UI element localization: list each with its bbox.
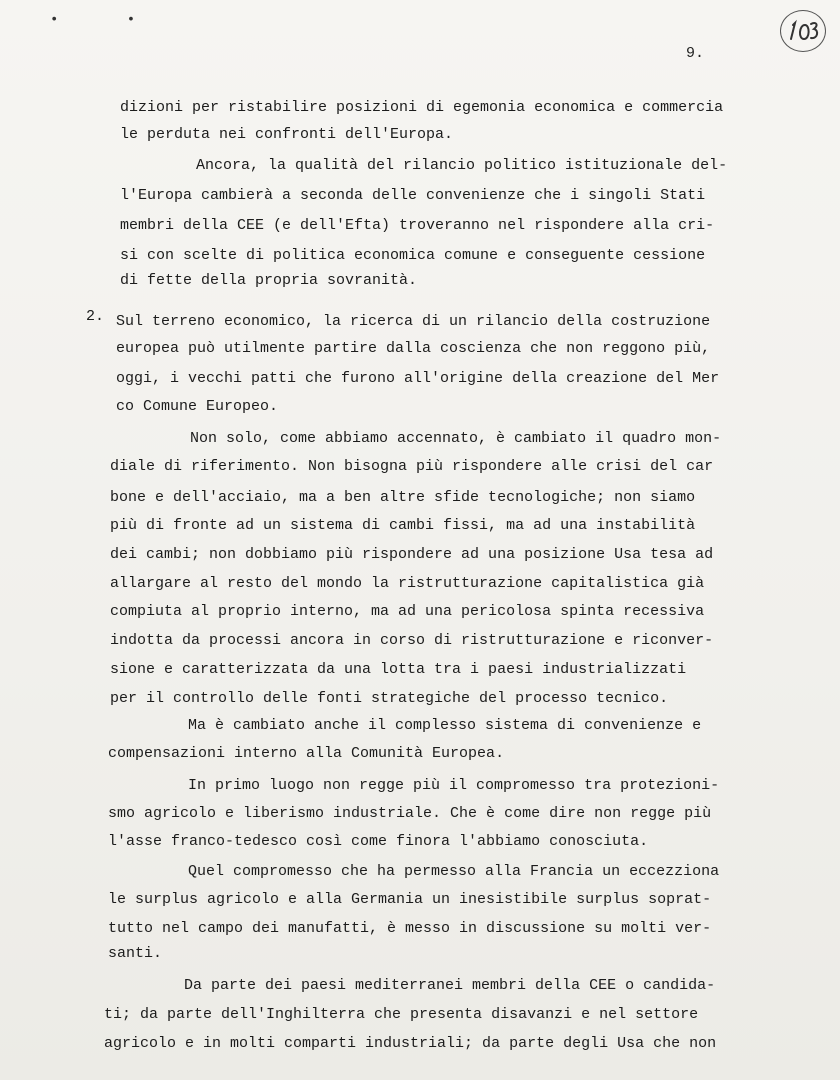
- text-line: Ancora, la qualità del rilancio politico istituzionale del-: [196, 157, 728, 174]
- text-line: co Comune Europeo.: [116, 398, 279, 415]
- text-line: le surplus agricolo e alla Germania un inesistibile surplus soprat-: [108, 891, 712, 908]
- text-line: Ma è cambiato anche il complesso sistema di convenienze e: [188, 717, 702, 734]
- archive-stamp: [780, 10, 826, 52]
- text-line: Quel compromesso che ha permesso alla Francia un eccezziona: [188, 863, 720, 880]
- stamp-handwriting-icon: [785, 15, 821, 47]
- text-line: Non solo, come abbiamo accennato, è cambiato il quadro mon-: [190, 430, 722, 447]
- text-line: In primo luogo non regge più il compromesso tra protezioni-: [188, 777, 720, 794]
- text-line: allargare al resto del mondo la ristrutturazione capitalistica già: [110, 575, 705, 592]
- text-line: per il controllo delle fonti strategiche del processo tecnico.: [110, 690, 669, 707]
- text-line: si con scelte di politica economica comune e conseguente cessione: [120, 247, 706, 264]
- text-line: smo agricolo e liberismo industriale. Che è come dire non regge più: [108, 805, 712, 822]
- text-line: compiuta al proprio interno, ma ad una pericolosa spinta recessiva: [110, 603, 705, 620]
- text-line: sione e caratterizzata da una lotta tra i paesi industrializzati: [110, 661, 687, 678]
- text-line: l'asse franco-tedesco così come finora l'abbiamo conosciuta.: [108, 833, 649, 850]
- text-line: compensazioni interno alla Comunità Europea.: [108, 745, 505, 762]
- text-line: Da parte dei paesi mediterranei membri della CEE o candida-: [184, 977, 716, 994]
- text-line: più di fronte ad un sistema di cambi fissi, ma ad una instabilità: [110, 517, 696, 534]
- text-line: tutto nel campo dei manufatti, è messo in discussione su molti ver-: [108, 920, 712, 937]
- text-line: dizioni per ristabilire posizioni di egemonia economica e commercia: [120, 99, 724, 116]
- text-line: diale di riferimento. Non bisogna più rispondere alle crisi del car: [110, 458, 714, 475]
- scan-dots: • •: [50, 12, 166, 28]
- text-line: agricolo e in molti comparti industriali; da parte degli Usa che non: [104, 1035, 717, 1052]
- text-line: indotta da processi ancora in corso di ristrutturazione e riconver-: [110, 632, 714, 649]
- text-line: europea può utilmente partire dalla coscienza che non reggono più,: [116, 340, 711, 357]
- text-line: santi.: [108, 945, 163, 962]
- text-line: l'Europa cambierà a seconda delle convenienze che i singoli Stati: [120, 187, 706, 204]
- text-line: membri della CEE (e dell'Efta) troveranno nel rispondere alla cri-: [120, 217, 715, 234]
- text-line: le perduta nei confronti dell'Europa.: [120, 126, 454, 143]
- text-line: di fette della propria sovranità.: [120, 272, 418, 289]
- section-number: 2.: [86, 308, 105, 325]
- text-line: ti; da parte dell'Inghilterra che presenta disavanzi e nel settore: [104, 1006, 699, 1023]
- text-line: dei cambi; non dobbiamo più rispondere ad una posizione Usa tesa ad: [110, 546, 714, 563]
- page-number: 9.: [686, 45, 705, 62]
- text-line: bone e dell'acciaio, ma a ben altre sfide tecnologiche; non siamo: [110, 489, 696, 506]
- text-line: oggi, i vecchi patti che furono all'origine della creazione del Mer: [116, 370, 720, 387]
- text-line: Sul terreno economico, la ricerca di un rilancio della costruzione: [116, 313, 711, 330]
